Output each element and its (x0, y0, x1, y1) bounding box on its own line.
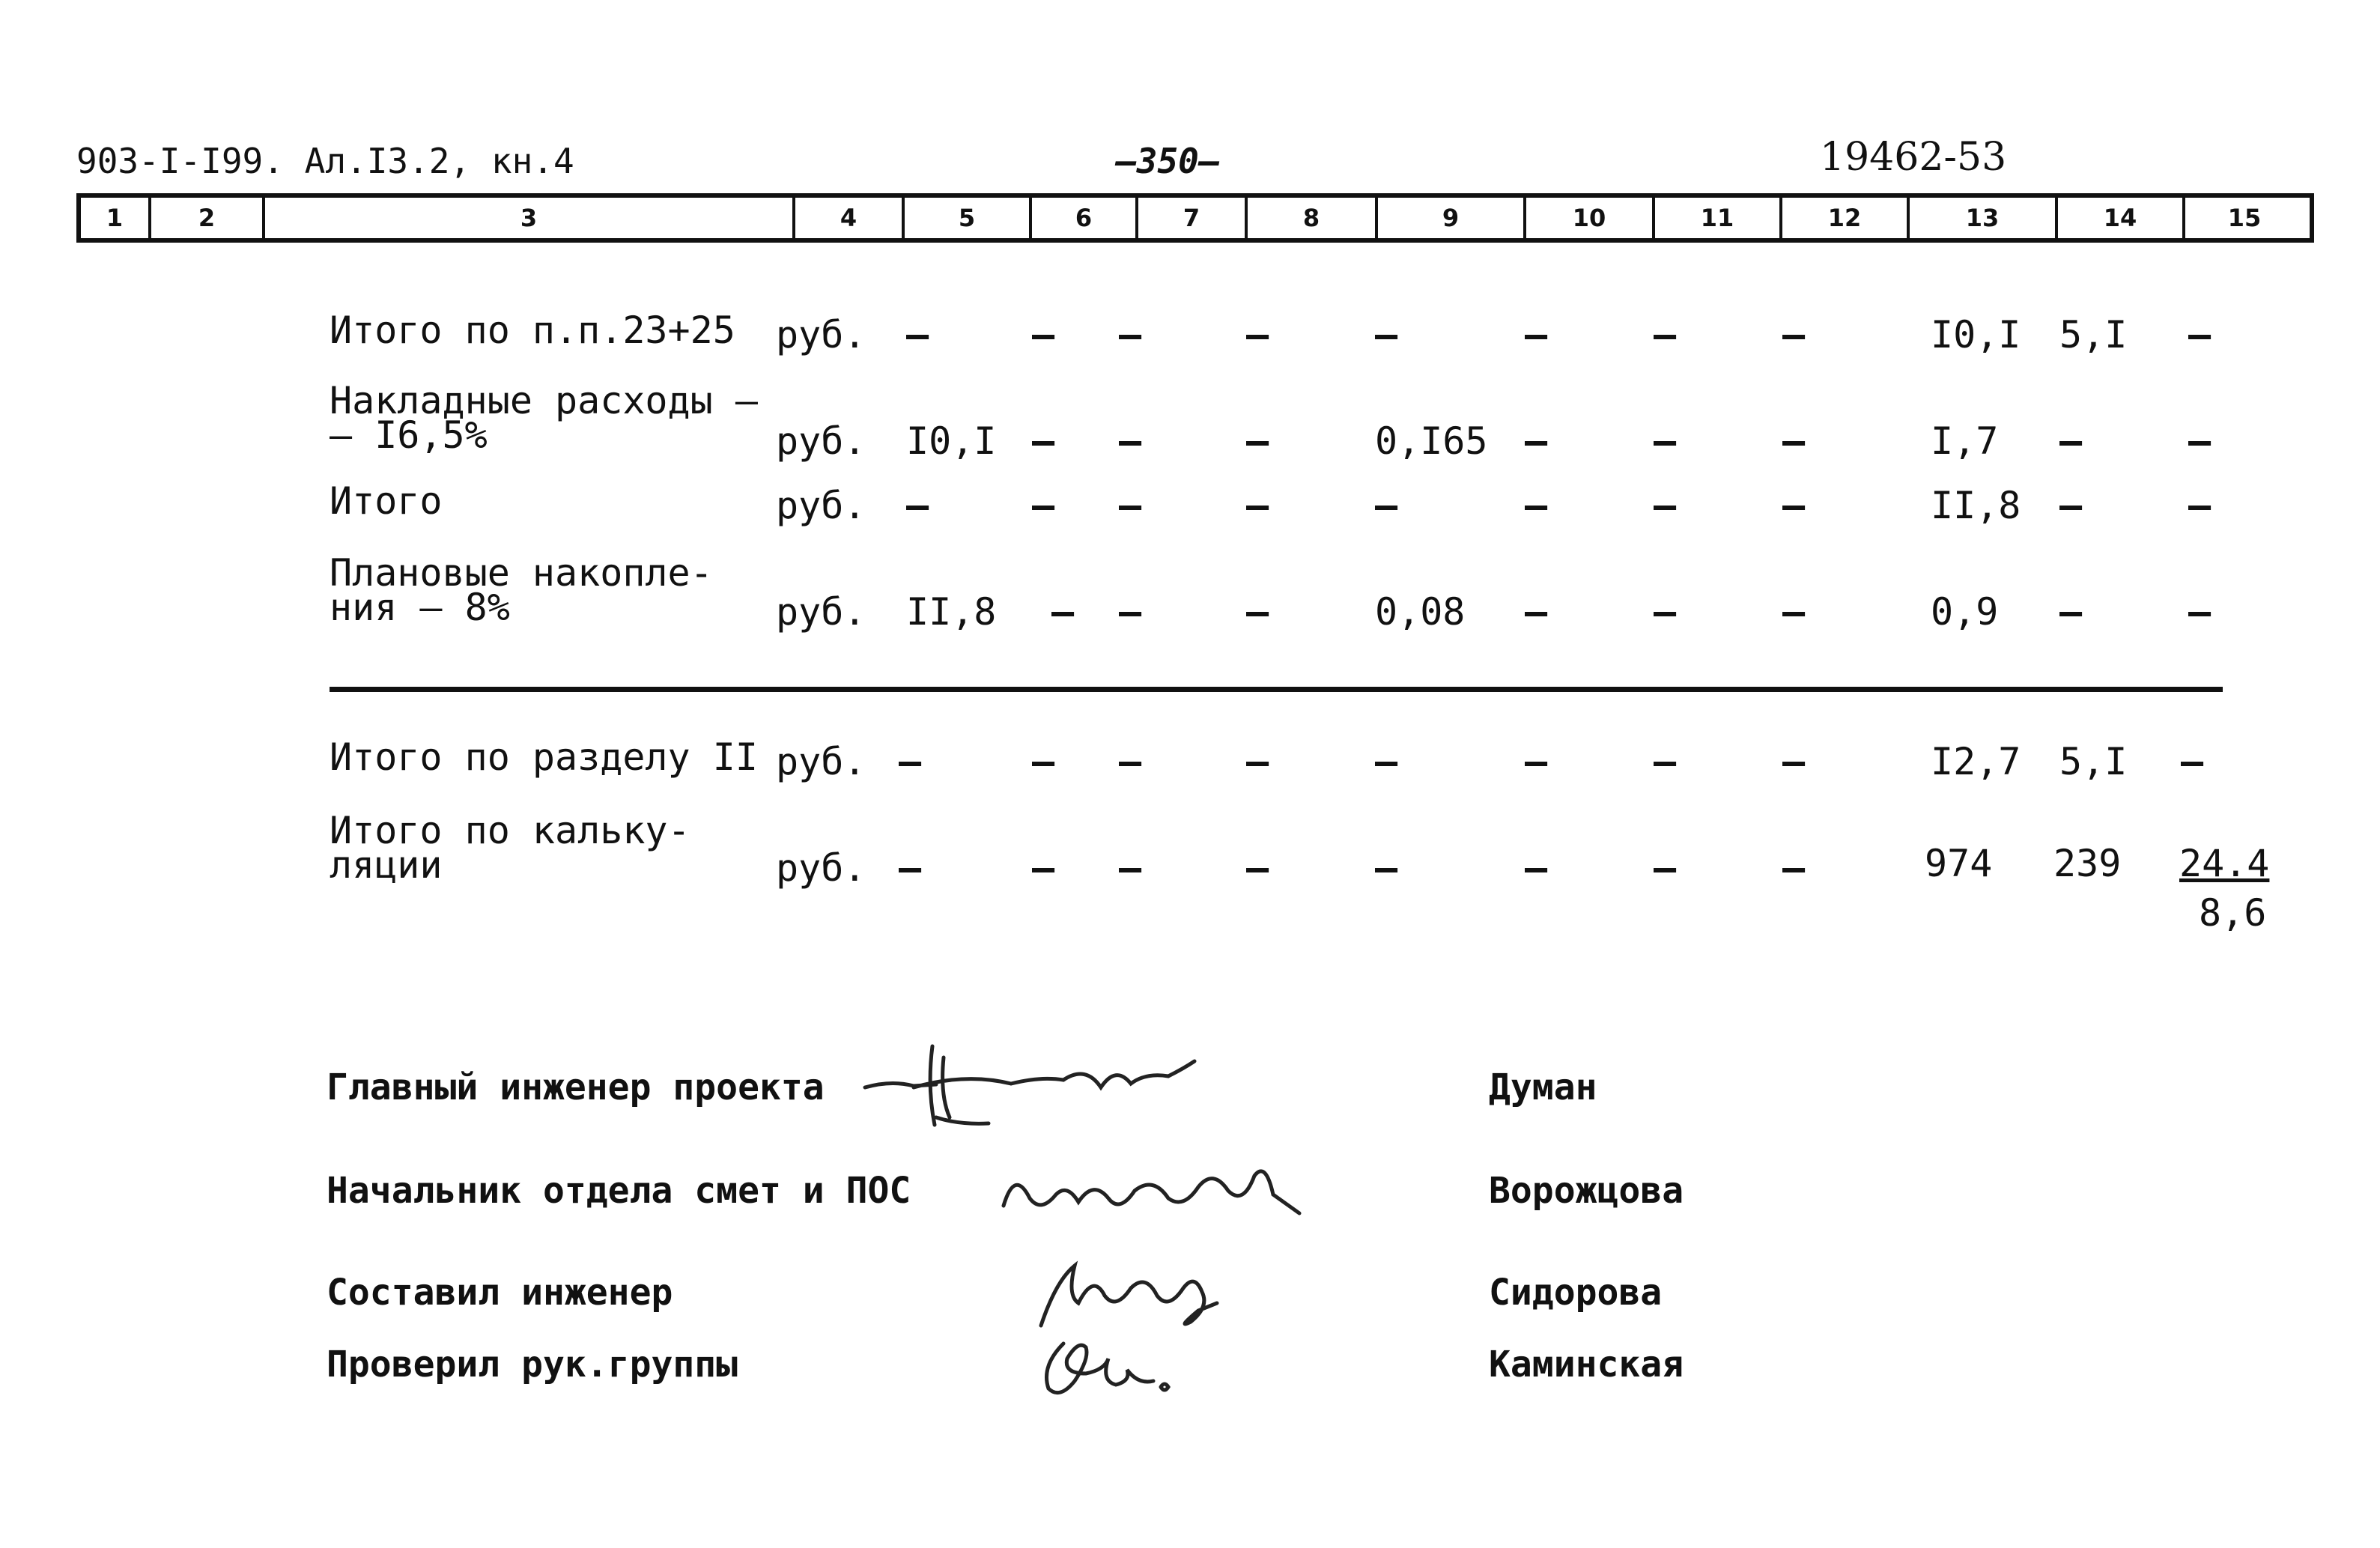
cell-col11: – (1654, 419, 1677, 463)
cell-col11: – (1654, 590, 1677, 634)
cell-col7: – (1119, 846, 1142, 890)
sheet-code: 19462-53 (1820, 135, 2007, 180)
cell-col7: – (1119, 740, 1142, 783)
cell-col6: – (1032, 313, 1055, 356)
row-label: Итого по кальку- ляции (330, 809, 690, 887)
column-number: 15 (2227, 204, 2262, 232)
cell-col5: – (899, 846, 922, 890)
handwritten-signature (1033, 1329, 1183, 1403)
handwritten-signature (1033, 1251, 1228, 1333)
cell-col9: – (1375, 313, 1398, 356)
column-number: 1 (81, 198, 151, 238)
cell-col14: 5,I (2059, 313, 2128, 356)
cell-col11: – (1654, 846, 1677, 890)
signer-name: Сидорова (1489, 1272, 1663, 1314)
cell-col14: – (2059, 484, 2083, 527)
cell-col9: – (1375, 846, 1398, 890)
section-divider (330, 687, 2223, 692)
cell-col7: – (1119, 419, 1142, 463)
cell-col12: – (1782, 484, 1806, 527)
cell-col15-sub: 8,6 (2199, 891, 2267, 935)
cell-col14: – (2059, 590, 2083, 634)
cell-col6: – (1032, 740, 1055, 783)
column-number: 10 (1526, 198, 1655, 238)
cell-col5: – (906, 313, 929, 356)
row-label: Итого по п.п.23+25 (330, 309, 735, 352)
column-number: 5 (905, 198, 1032, 238)
cell-col13: I2,7 (1931, 740, 2021, 783)
row-label: Накладные расходы – – I6,5% (330, 379, 758, 457)
cell-col15: – (2188, 419, 2211, 463)
cell-col15: – (2188, 484, 2211, 527)
column-number: 9 (1378, 198, 1526, 238)
row-label: Плановые накопле- ния – 8% (330, 551, 713, 629)
cell-col12: – (1782, 590, 1806, 634)
cell-col6: – (1032, 419, 1055, 463)
column-number: 6 (1032, 198, 1138, 238)
signature-role: Проверил рук.группы (327, 1344, 738, 1385)
signer-name: Думан (1489, 1066, 1597, 1108)
cell-col11: – (1654, 740, 1677, 783)
cell-col12: – (1782, 740, 1806, 783)
cell-col5: – (906, 484, 929, 527)
unit-cell: руб. (776, 740, 866, 783)
column-number: 2 (151, 198, 265, 238)
cell-col15: – (2188, 590, 2211, 634)
cell-col9: – (1375, 740, 1398, 783)
cell-col9: 0,08 (1375, 590, 1466, 634)
cell-col10: – (1525, 313, 1548, 356)
cell-col10: – (1525, 419, 1548, 463)
unit-cell: руб. (776, 484, 866, 527)
signature-role: Главный инженер проекта (327, 1066, 825, 1108)
cell-col14: 239 (2053, 842, 2122, 885)
cell-col5: – (899, 740, 922, 783)
unit-cell: руб. (776, 313, 866, 356)
cell-col10: – (1525, 484, 1548, 527)
cell-col13: 0,9 (1931, 590, 1999, 634)
column-number: 3 (265, 198, 795, 238)
cell-col14: 5,I (2059, 740, 2128, 783)
column-number: 12 (1782, 198, 1910, 238)
column-number: 7 (1138, 198, 1248, 238)
cell-col10: – (1525, 846, 1548, 890)
row-label: Итого (330, 479, 443, 523)
cell-col9: 0,I65 (1375, 419, 1488, 463)
cell-col15: – (2188, 313, 2211, 356)
cell-col8: – (1246, 313, 1269, 356)
handwritten-signature (861, 1042, 1213, 1140)
column-number: 8 (1248, 198, 1378, 238)
cell-col7: – (1119, 590, 1142, 634)
cell-col13: 974 (1925, 842, 1993, 885)
cell-col8: – (1246, 484, 1269, 527)
column-number: 13 (1910, 198, 2058, 238)
column-number: 14 (2058, 198, 2185, 238)
cell-col10: – (1525, 740, 1548, 783)
unit-cell: руб. (776, 590, 866, 634)
document-code: 903-I-I99. Ал.I3.2, кн.4 (76, 141, 574, 181)
cell-col5: I0,I (906, 419, 997, 463)
cell-col13: II,8 (1931, 484, 2021, 527)
cell-col13: I0,I (1931, 313, 2021, 356)
cell-col12: – (1782, 313, 1806, 356)
cell-col12: – (1782, 419, 1806, 463)
column-number-bar (76, 193, 2314, 243)
column-number: 11 (1655, 198, 1782, 238)
cell-col11: – (1654, 484, 1677, 527)
cell-col7: – (1119, 484, 1142, 527)
cell-col8: – (1246, 590, 1269, 634)
cell-col7: – (1119, 313, 1142, 356)
cell-col6: – (1051, 590, 1075, 634)
cell-col10: – (1525, 590, 1548, 634)
cell-col12: – (1782, 846, 1806, 890)
row-label: Итого по разделу II (330, 735, 758, 779)
unit-cell: руб. (776, 419, 866, 463)
signer-name: Каминская (1489, 1344, 1684, 1385)
page-number: —350— (1116, 141, 1220, 181)
signature-role: Составил инженер (327, 1272, 673, 1314)
unit-cell: руб. (776, 846, 866, 890)
cell-col14: – (2059, 419, 2083, 463)
handwritten-signature (996, 1153, 1311, 1228)
signer-name: Ворожцова (1489, 1170, 1684, 1212)
cell-col6: – (1032, 846, 1055, 890)
cell-col6: – (1032, 484, 1055, 527)
cell-col15: – (2181, 740, 2204, 783)
cell-col8: – (1246, 419, 1269, 463)
cell-col8: – (1246, 846, 1269, 890)
cell-col15: 24.4 (2179, 842, 2270, 885)
cell-col5: II,8 (906, 590, 997, 634)
signature-role: Начальник отдела смет и ПОС (327, 1170, 911, 1212)
cell-col8: – (1246, 740, 1269, 783)
cell-col11: – (1654, 313, 1677, 356)
cell-col13: I,7 (1931, 419, 1999, 463)
column-number: 4 (795, 198, 905, 238)
cell-col9: – (1375, 484, 1398, 527)
